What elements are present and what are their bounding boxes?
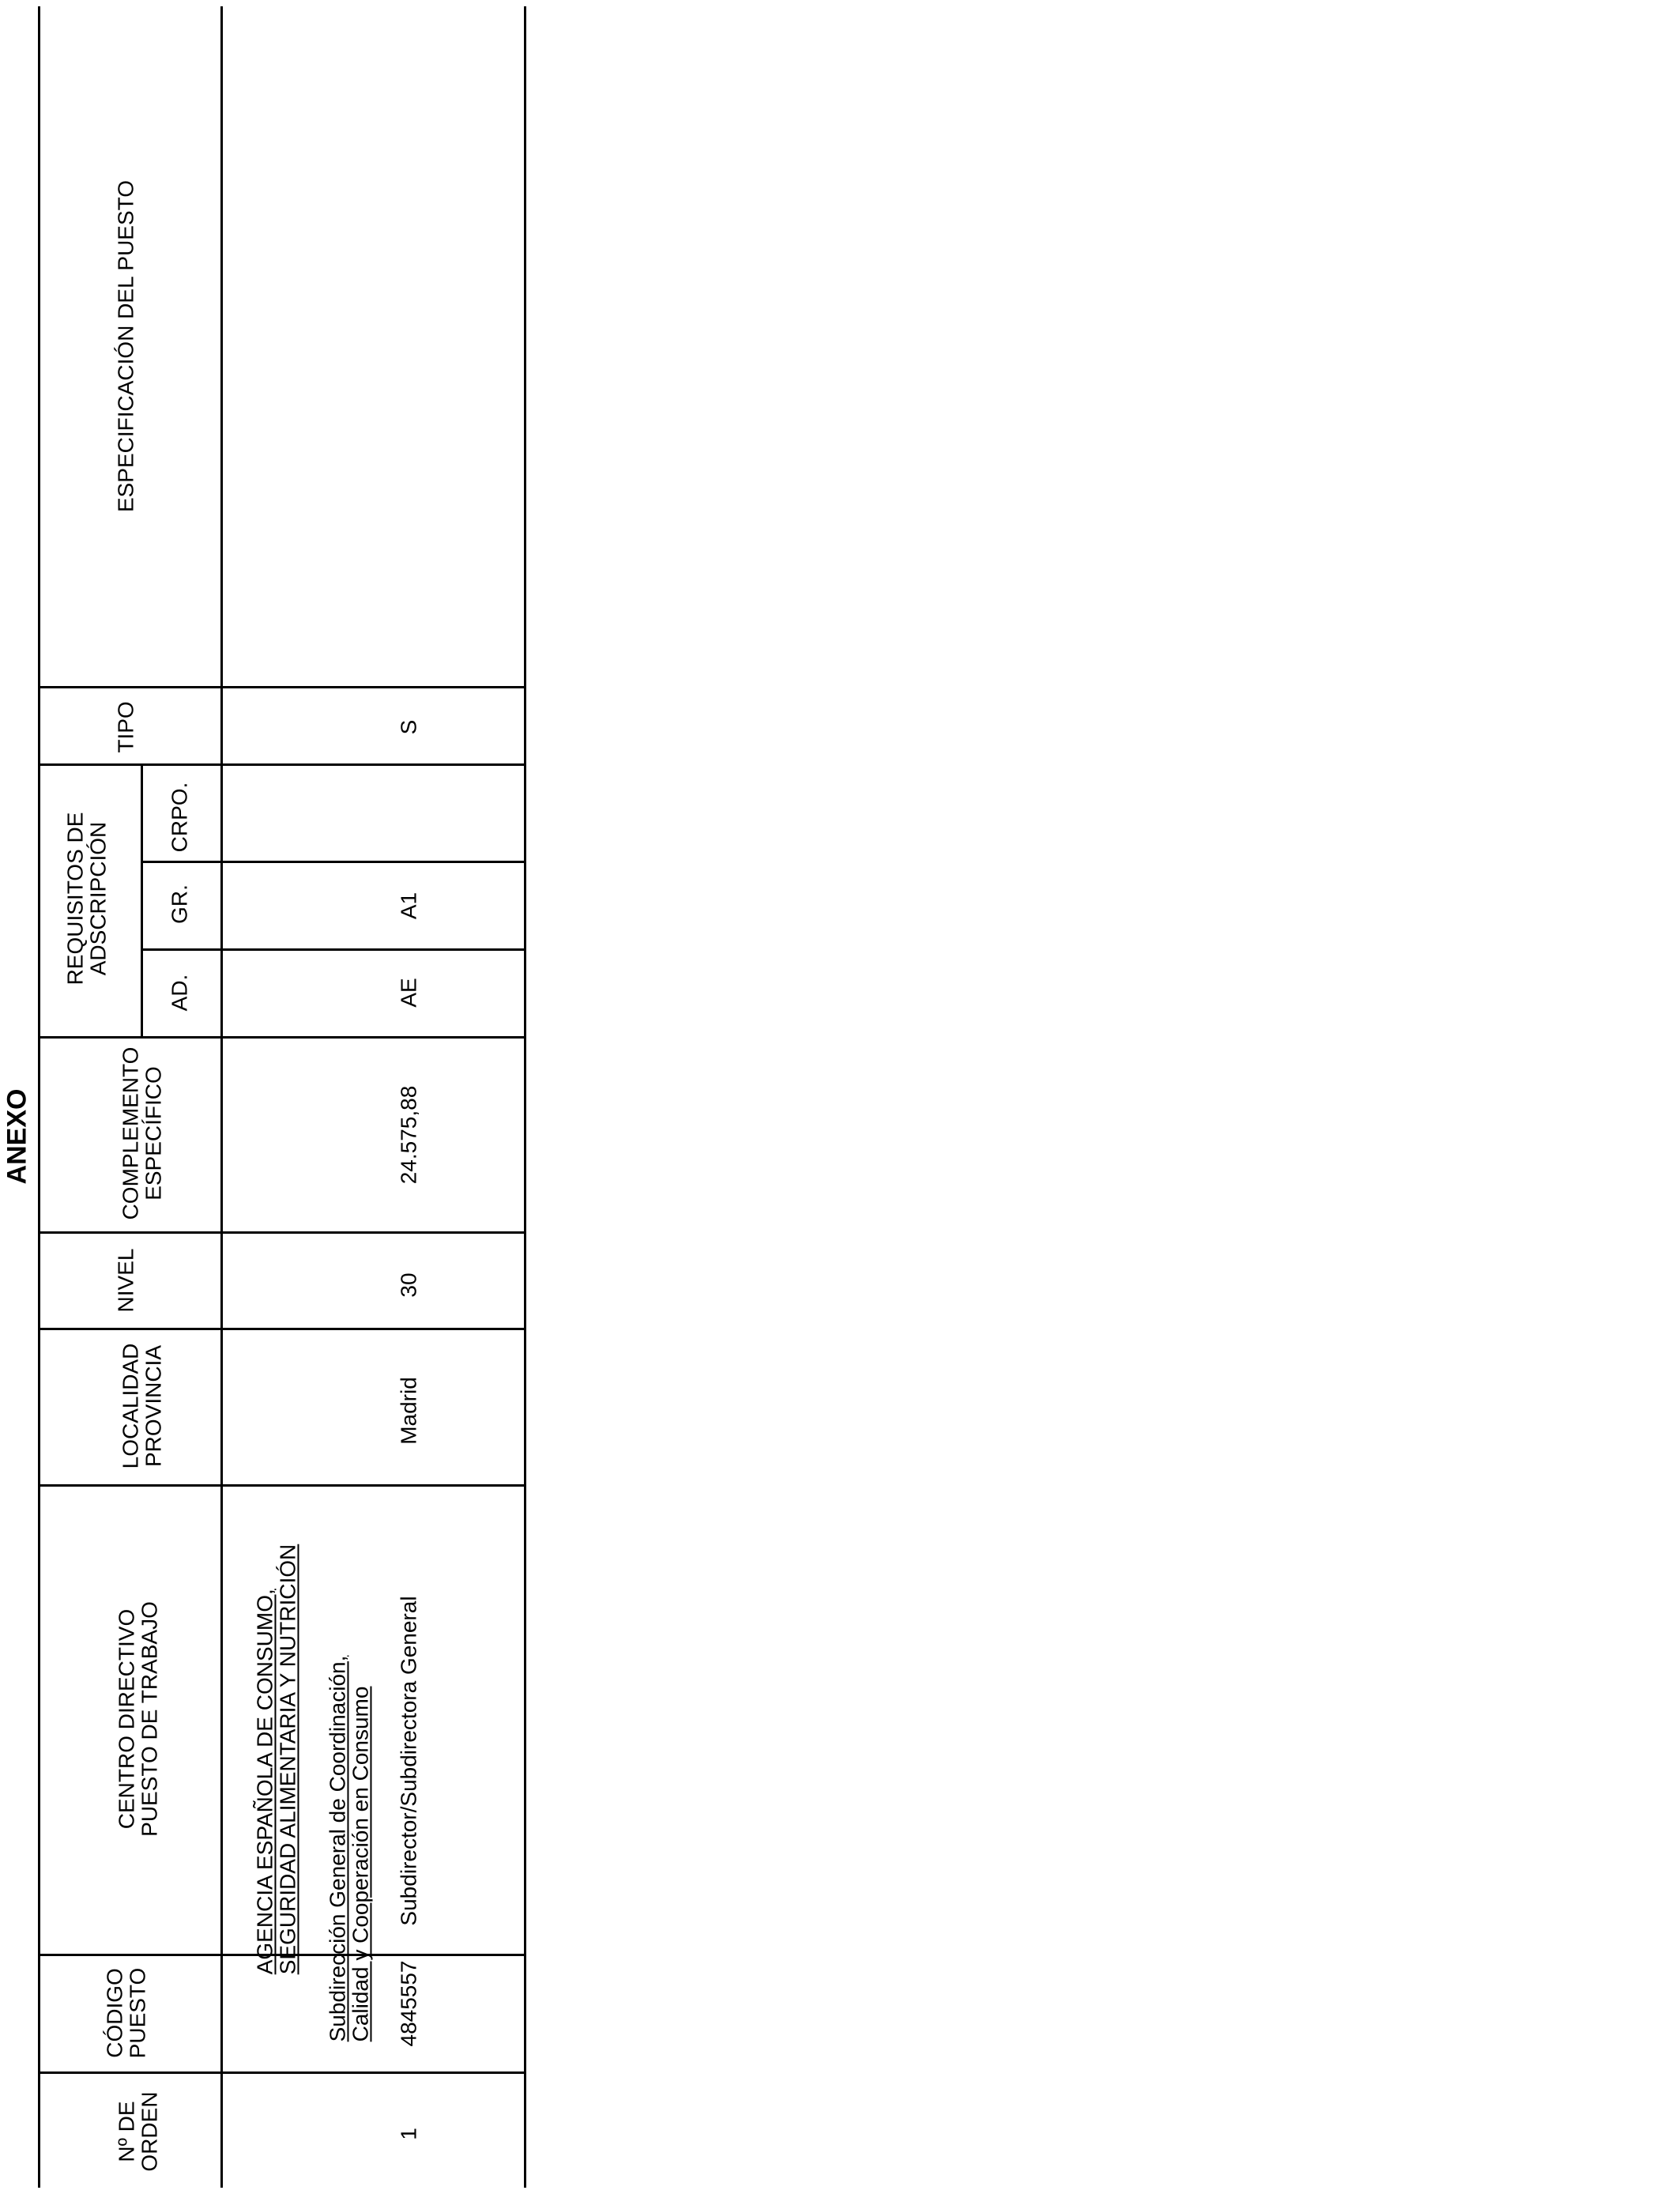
header-ad: AD.: [167, 974, 192, 1012]
page-title: ANEXO: [2, 1088, 32, 1185]
header-localidad: LOCALIDAD PROVINCIA: [118, 1343, 165, 1469]
header-complemento: COMPLEMENTO ESPECÍFICO: [118, 1046, 165, 1220]
col-sep-tipo-requisitos: [38, 763, 526, 766]
col-sep-complemento-nivel: [38, 1231, 526, 1234]
requisitos-subheader-rule: [141, 763, 143, 1037]
header-requisitos: REQUISITOS DE ADSCRIPCIÓN: [62, 812, 110, 986]
cell-codigo: 4845557: [396, 1960, 421, 2047]
header-crpo: CRPO.: [167, 782, 192, 853]
header-nivel: NIVEL: [113, 1248, 138, 1313]
col-sep-gr-ad: [141, 948, 526, 951]
col-sep-crpo-gr: [141, 861, 526, 863]
table-header-rule: [220, 6, 223, 2188]
table-top-rule: [38, 6, 40, 2188]
cell-orden: 1: [396, 2128, 421, 2140]
col-sep-nivel-localidad: [38, 1328, 526, 1330]
centro-subdireccion: Subdirección General de Coordinación, Calidad y Cooperación en Consumo: [325, 1655, 372, 2042]
header-tipo: TIPO: [113, 701, 138, 753]
col-sep-localidad-centro: [38, 1484, 526, 1487]
cell-ad: AE: [396, 978, 421, 1008]
cell-puesto: Subdirector/Subdirectora General: [396, 1596, 421, 1926]
header-codigo: CÓDIGO PUESTO: [102, 1967, 149, 2059]
header-orden: Nº DE ORDEN: [114, 2091, 161, 2172]
cell-complemento: 24.575,88: [396, 1085, 421, 1185]
col-sep-codigo-orden: [38, 2071, 526, 2074]
table-bottom-rule: [524, 6, 526, 2188]
cell-localidad: Madrid: [396, 1377, 421, 1445]
col-sep-requisitos-complemento: [38, 1036, 526, 1039]
cell-tipo: S: [396, 719, 421, 735]
header-especificacion: ESPECIFICACIÓN DEL PUESTO: [113, 179, 138, 513]
centro-agencia: AGENCIA ESPAÑOLA DE CONSUMO, SEGURIDAD ALIMENTARIA Y NUTRICIÓN: [252, 1544, 299, 1975]
header-centro: CENTRO DIRECTIVO PUESTO DE TRABAJO: [114, 1601, 161, 1837]
cell-nivel: 30: [396, 1272, 421, 1298]
header-gr: GR.: [167, 884, 192, 924]
col-sep-especificacion-tipo: [38, 686, 526, 688]
cell-gr: A1: [396, 892, 421, 920]
